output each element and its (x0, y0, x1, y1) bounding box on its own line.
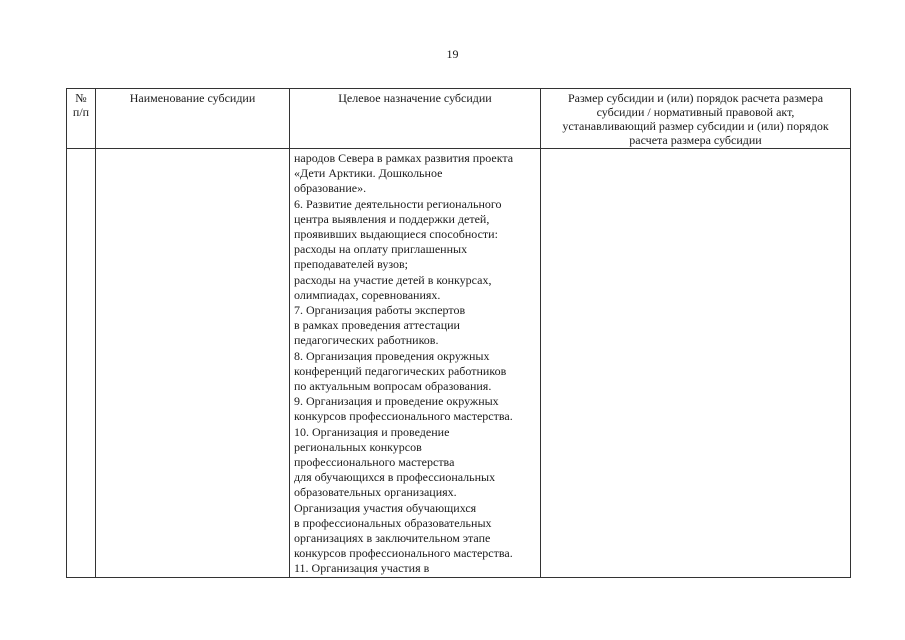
header-number (67, 89, 96, 149)
header-subsidy-purpose: Целевое назначение субсидии (290, 89, 541, 149)
purpose-text-line: 9. Организация и проведение окружных (294, 394, 499, 409)
purpose-text-line: преподавателей вузов; (294, 257, 409, 272)
purpose-text-line: организациях в заключительном этапе (294, 531, 491, 546)
purpose-text-line: 11. Организация участия в (294, 561, 430, 576)
cell-subsidy-name (96, 149, 290, 578)
purpose-text-line: педагогических работников. (294, 333, 439, 348)
subsidy-table (66, 88, 851, 578)
purpose-text-line: конкурсов профессионального мастерства. (294, 409, 513, 424)
purpose-text-line: проявивших выдающиеся способности: (294, 227, 498, 242)
purpose-text-line: образовательных организациях. (294, 485, 457, 500)
header-number-abbr: п/п (72, 105, 90, 119)
purpose-text-line: образование». (294, 181, 367, 196)
purpose-text-line: расходы на оплату приглашенных (294, 242, 468, 257)
purpose-text-line: Организация участия обучающихся (294, 500, 477, 515)
table-row (67, 149, 851, 578)
purpose-text-line: народов Севера в рамках развития проекта (294, 151, 514, 165)
table-header-row (67, 89, 851, 149)
purpose-text-line: по актуальным вопросам образования. (294, 379, 492, 394)
purpose-text-line: 8. Организация проведения окружных (294, 348, 490, 363)
purpose-text-line: 7. Организация работы экспертов (294, 303, 466, 318)
cell-subsidy-size (541, 149, 851, 578)
header-subsidy-size (541, 89, 851, 149)
purpose-text-line: конференций педагогических работников (294, 363, 507, 378)
header-size-line: расчета размера субсидии (629, 133, 762, 147)
header-number-symbol: № (75, 91, 87, 105)
purpose-text-line: «Дети Арктики. Дошкольное (294, 166, 443, 181)
purpose-text-line: для обучающихся в профессиональных (294, 470, 496, 485)
purpose-text-line: центра выявления и поддержки детей, (294, 211, 490, 226)
purpose-text-line: олимпиадах, соревнованиях. (294, 287, 441, 302)
header-size-line: устанавливающий размер субсидии и (или) порядок (562, 119, 829, 133)
page-number: 19 (446, 47, 459, 61)
purpose-text-line: профессионального мастерства (294, 455, 455, 470)
header-subsidy-name: Наименование субсидии (96, 89, 290, 149)
purpose-text-line: региональных конкурсов (294, 439, 422, 454)
purpose-text-line: расходы на участие детей в конкурсах, (294, 272, 492, 287)
cell-number (67, 149, 96, 578)
purpose-text-line: конкурсов профессионального мастерства. (294, 546, 513, 561)
purpose-text-line: 6. Развитие деятельности регионального (294, 196, 502, 211)
header-size-line: Размер субсидии и (или) порядок расчета размера (567, 91, 824, 105)
cell-subsidy-purpose (290, 149, 541, 578)
purpose-text-line: 10. Организация и проведение (294, 424, 450, 439)
purpose-text-line: в профессиональных образовательных (294, 515, 492, 530)
header-size-line: субсидии / нормативный правовой акт, (596, 105, 795, 119)
purpose-text-line: в рамках проведения аттестации (294, 318, 460, 333)
